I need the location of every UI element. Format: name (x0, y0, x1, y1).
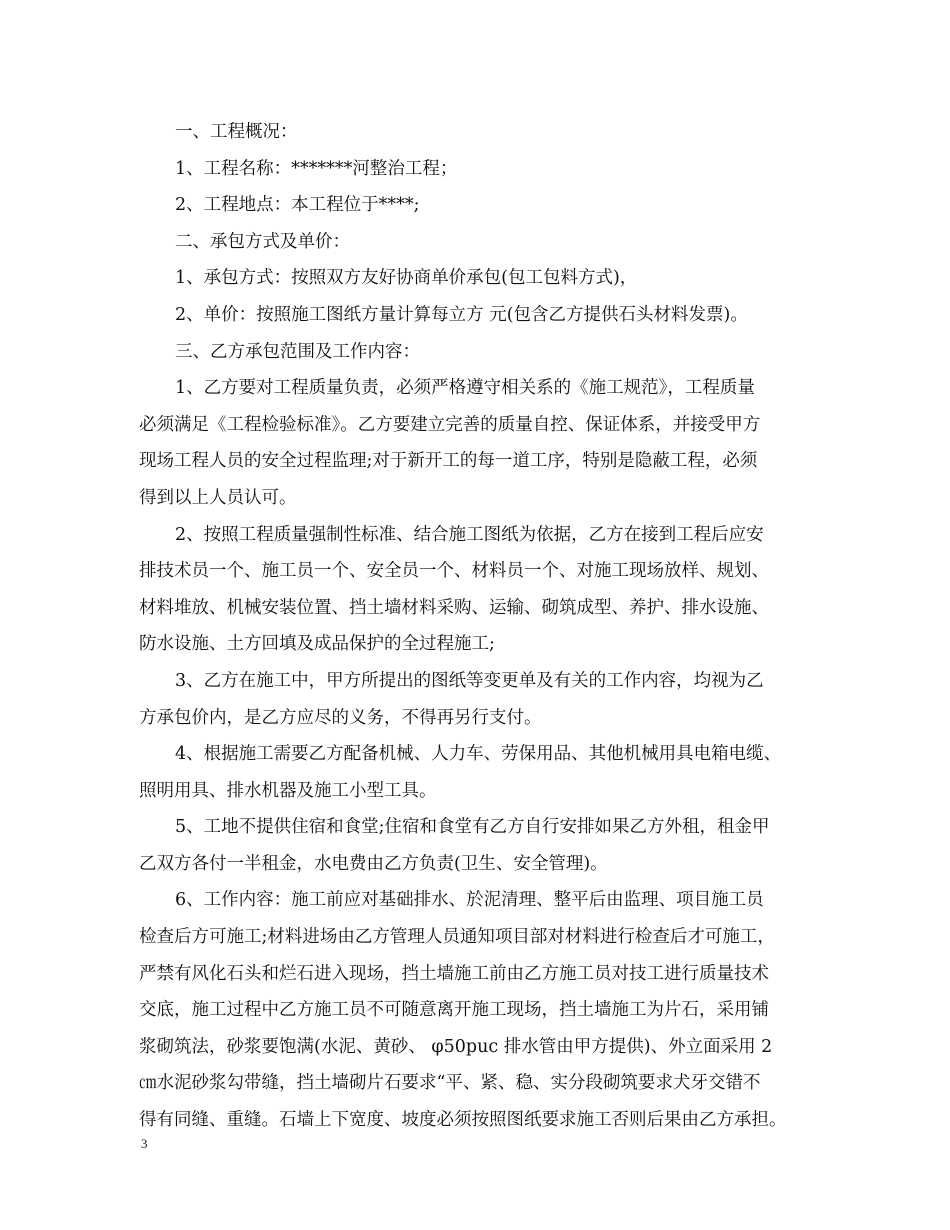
paragraph-line: 现场工程人员的安全过程监理;对于新开工的每一道工序，特别是隐蔽工程，必须 (139, 451, 758, 472)
text-line: 2、单价：按照施工图纸方量计算每立方 元(包含乙方提供石头材料发票)。 (175, 304, 748, 325)
paragraph-line: 严禁有风化石头和烂石进入现场，挡土墙施工前由乙方施工员对技工进行质量技术 (139, 963, 769, 984)
paragraph-line: ㎝水泥砂浆勾带缝，挡土墙砌片石要求“平、紧、稳、实分段砌筑要求犬牙交错不 (139, 1073, 761, 1094)
text-line: 1、工程名称：*******河整治工程； (175, 158, 458, 179)
paragraph-line: 必须满足《工程检验标准》。乙方要建立完善的质量自控、保证体系，并接受甲方 (139, 414, 761, 435)
section-heading: 一、工程概况： (175, 122, 298, 142)
section-heading: 二、承包方式及单价： (175, 231, 350, 252)
paragraph-line: 6、工作内容：施工前应对基础排水、於泥清理、整平后由监理、项目施工员 (175, 890, 764, 911)
section-heading: 三、乙方承包范围及工作内容： (175, 341, 420, 362)
paragraph-line: 检查后方可施工;材料进场由乙方管理人员通知项目部对材料进行检查后才可施工， (139, 927, 775, 948)
text-line: 2、工程地点：本工程位于****; (175, 195, 420, 216)
paragraph-line: 排技术员一个、施工员一个、安全员一个、材料员一个、对施工现场放样、规划、 (139, 561, 769, 582)
paragraph-line: 2、按照工程质量强制性标准、结合施工图纸为依据，乙方在接到工程后应安 (175, 524, 764, 545)
paragraph-line: 1、乙方要对工程质量负责，必须严格遵守相关系的《施工规范》，工程质量 (175, 378, 755, 399)
paragraph-line: 方承包价内，是乙方应尽的义务，不得再另行支付。 (139, 707, 542, 728)
paragraph-line: 5、工地不提供住宿和食堂;住宿和食堂有乙方自行安排如果乙方外租，租金甲 (175, 817, 770, 838)
paragraph-line: 交底，施工过程中乙方施工员不可随意离开施工现场，挡土墙施工为片石，采用铺 (139, 1000, 769, 1021)
paragraph-line: 乙双方各付一半租金，水电费由乙方负责(卫生、安全管理)。 (139, 853, 608, 874)
paragraph-line: 浆砌筑法，砂浆要饱满(水泥、黄砂、 φ50puc 排水管由甲方提供)、外立面采用 2 (139, 1036, 773, 1057)
paragraph-line: 照明用具、排水机器及施工小型工具。 (139, 780, 437, 801)
page-number: 3 (141, 1136, 148, 1151)
document-body (139, 114, 814, 1139)
paragraph-line: 3、乙方在施工中，甲方所提出的图纸等变更单及有关的工作内容，均视为乙 (175, 670, 764, 691)
paragraph-line: 防水设施、土方回填及成品保护的全过程施工; (139, 634, 495, 655)
text-line: 1、承包方式：按照双方友好协商单价承包(包工包料方式)， (175, 268, 638, 289)
paragraph-line: 得有同缝、重缝。石墙上下宽度、坡度必须按照图纸要求施工否则后果由乙方承担。 (139, 1110, 787, 1131)
paragraph-line: 材料堆放、机械安装位置、挡土墙材料采购、运输、砌筑成型、养护、排水设施、 (139, 597, 769, 618)
paragraph-line: 4、根据施工需要乙方配备机械、人力车、劳保用品、其他机械用具电箱电缆、 (175, 744, 782, 765)
paragraph-line: 得到以上人员认可。 (139, 487, 297, 508)
